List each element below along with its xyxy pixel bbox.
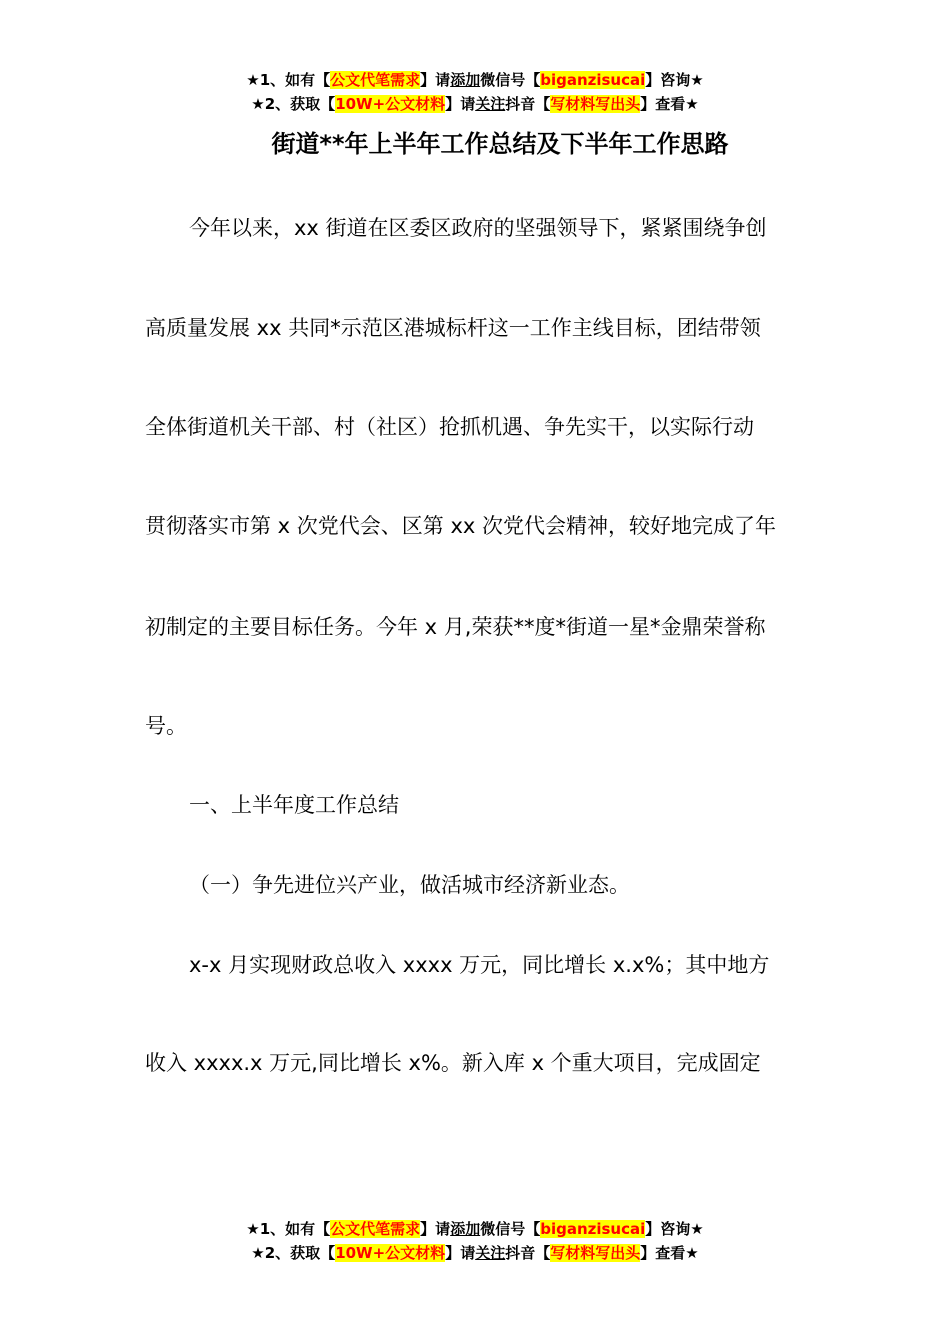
- banner-text: 微信号【: [480, 1220, 541, 1238]
- banner-text: 】查看★: [640, 1244, 699, 1262]
- banner-highlight: 写材料写出头: [550, 1244, 641, 1262]
- document-title: 街道**年上半年工作总结及下半年工作思路: [271, 130, 729, 158]
- section-heading: 一、上半年度工作总结: [189, 793, 399, 817]
- banner-text: 抖音【: [505, 95, 551, 113]
- banner-highlight: 公文代笔需求: [330, 1220, 421, 1238]
- banner-text: ★2、获取【: [251, 1244, 336, 1262]
- banner-text: 】咨询★: [645, 71, 704, 89]
- footer-banner: [0, 1217, 950, 1265]
- banner-line-1: [0, 68, 950, 92]
- banner-text: 】请: [445, 95, 476, 113]
- banner-highlight: 写材料写出头: [550, 95, 641, 113]
- banner-text: ★2、获取【: [251, 95, 336, 113]
- banner-line-2: [0, 1241, 950, 1265]
- paragraph-line: 今年以来，xx 街道在区委区政府的坚强领导下，紧紧围绕争创: [189, 216, 767, 240]
- banner-text: 】查看★: [640, 95, 699, 113]
- banner-text: 】咨询★: [645, 1220, 704, 1238]
- paragraph-line: x-x 月实现财政总收入 xxxx 万元，同比增长 x.x%；其中地方: [189, 953, 770, 977]
- banner-text: 】请: [420, 1220, 451, 1238]
- banner-text: 抖音【: [505, 1244, 551, 1262]
- banner-text: 】请: [420, 71, 451, 89]
- paragraph-line: 全体街道机关干部、村（社区）抢抓机遇、争先实干，以实际行动: [145, 415, 754, 439]
- subsection-heading: （一）争先进位兴产业，做活城市经济新业态。: [189, 873, 630, 897]
- banner-underline: 添加: [450, 1220, 481, 1238]
- paragraph-line: 收入 xxxx.x 万元,同比增长 x%。新入库 x 个重大项目，完成固定: [145, 1051, 761, 1075]
- banner-highlight: biganzisucai: [540, 1220, 646, 1238]
- paragraph-line: 号。: [145, 714, 187, 738]
- banner-text: ★1、如有【: [246, 71, 331, 89]
- banner-line-2: [0, 92, 950, 116]
- paragraph-line: 贯彻落实市第 x 次党代会、区第 xx 次党代会精神，较好地完成了年: [145, 514, 776, 538]
- banner-underline: 添加: [450, 71, 481, 89]
- paragraph-line: 高质量发展 xx 共同*示范区港城标杆这一工作主线目标，团结带领: [145, 316, 761, 340]
- banner-underline: 关注: [475, 1244, 506, 1262]
- banner-underline: 关注: [475, 95, 506, 113]
- header-banner: [0, 68, 950, 116]
- banner-text: 微信号【: [480, 71, 541, 89]
- banner-highlight: 10W+公文材料: [335, 1244, 446, 1262]
- paragraph-line: 初制定的主要目标任务。今年 x 月,荣获**度*街道一星*金鼎荣誉称: [145, 615, 766, 639]
- banner-highlight: biganzisucai: [540, 71, 646, 89]
- banner-text: ★1、如有【: [246, 1220, 331, 1238]
- banner-line-1: [0, 1217, 950, 1241]
- banner-text: 】请: [445, 1244, 476, 1262]
- banner-highlight: 公文代笔需求: [330, 71, 421, 89]
- banner-highlight: 10W+公文材料: [335, 95, 446, 113]
